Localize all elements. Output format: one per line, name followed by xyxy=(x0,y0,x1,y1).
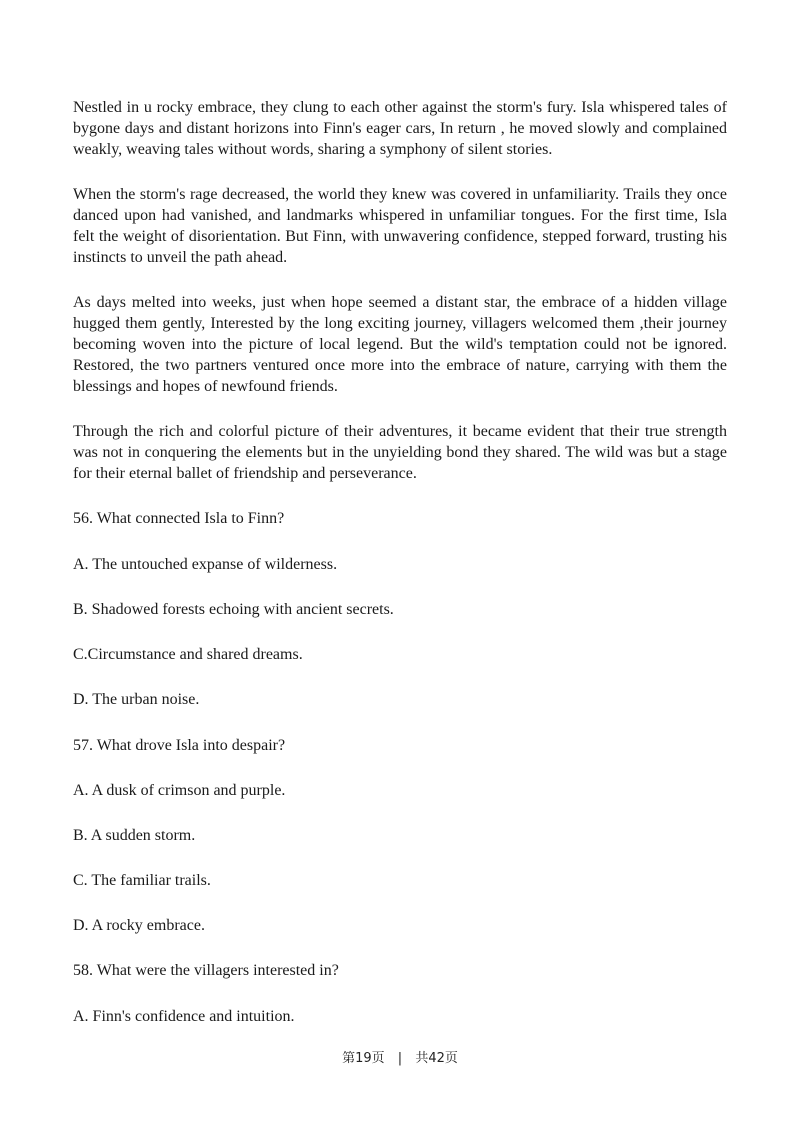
page-number-separator: | xyxy=(397,1051,403,1066)
page-number-total: 共42页 xyxy=(415,1051,458,1066)
passage-paragraph: Through the rich and colorful picture of their adventures, it became evident that their true strength was not in conquering the elements but in the unyielding bond they shared. The wild was but a stage for their eternal ballet of friendship and perseverance. xyxy=(73,423,727,482)
question-option: D. The urban noise. xyxy=(73,691,200,708)
question-option: A. A dusk of crimson and purple. xyxy=(73,782,286,799)
question-option: C. The familiar trails. xyxy=(73,872,211,889)
question-stem: 56. What connected Isla to Finn? xyxy=(73,510,285,527)
question-option: A. Finn's confidence and intuition. xyxy=(73,1008,295,1025)
passage-paragraph: When the storm's rage decreased, the world they knew was covered in unfamiliarity. Trails they once danced upon had vanished, and landmarks whispered in unfamiliar tongues. For the first time, Isla felt the weight of disorientation. But Finn, with unwavering confidence, stepped forward, trusting his instincts to unveil the path ahead. xyxy=(73,186,727,266)
question-stem: 58. What were the villagers interested in? xyxy=(73,962,339,979)
question-option: D. A rocky embrace. xyxy=(73,917,205,934)
question-stem: 57. What drove Isla into despair? xyxy=(73,737,286,754)
question-option: A. The untouched expanse of wilderness. xyxy=(73,556,338,573)
passage-paragraph: As days melted into weeks, just when hope seemed a distant star, the embrace of a hidden village hugged them gently, Interested by the long exciting journey, villagers welcomed them ,their journey becoming woven into the picture of local legend. But the wild's temptation could not be ignored. Restored, the two partners ventured once more into the embrace of nature, carrying with them the blessings and hopes of newfound friends. xyxy=(73,294,727,395)
passage-paragraph: Nestled in u rocky embrace, they clung to each other against the storm's fury. Isla whispered tales of bygone days and distant horizons into Finn's eager cars, In return , he moved slowly and complained weakly, weaving tales without words, sharing a symphony of silent stories. xyxy=(73,99,727,158)
question-option: C.Circumstance and shared dreams. xyxy=(73,646,303,663)
page-number-current: 第19页 xyxy=(342,1051,385,1066)
question-option: B. A sudden storm. xyxy=(73,827,196,844)
question-option: B. Shadowed forests echoing with ancient secrets. xyxy=(73,601,394,618)
page-footer xyxy=(0,1047,800,1066)
